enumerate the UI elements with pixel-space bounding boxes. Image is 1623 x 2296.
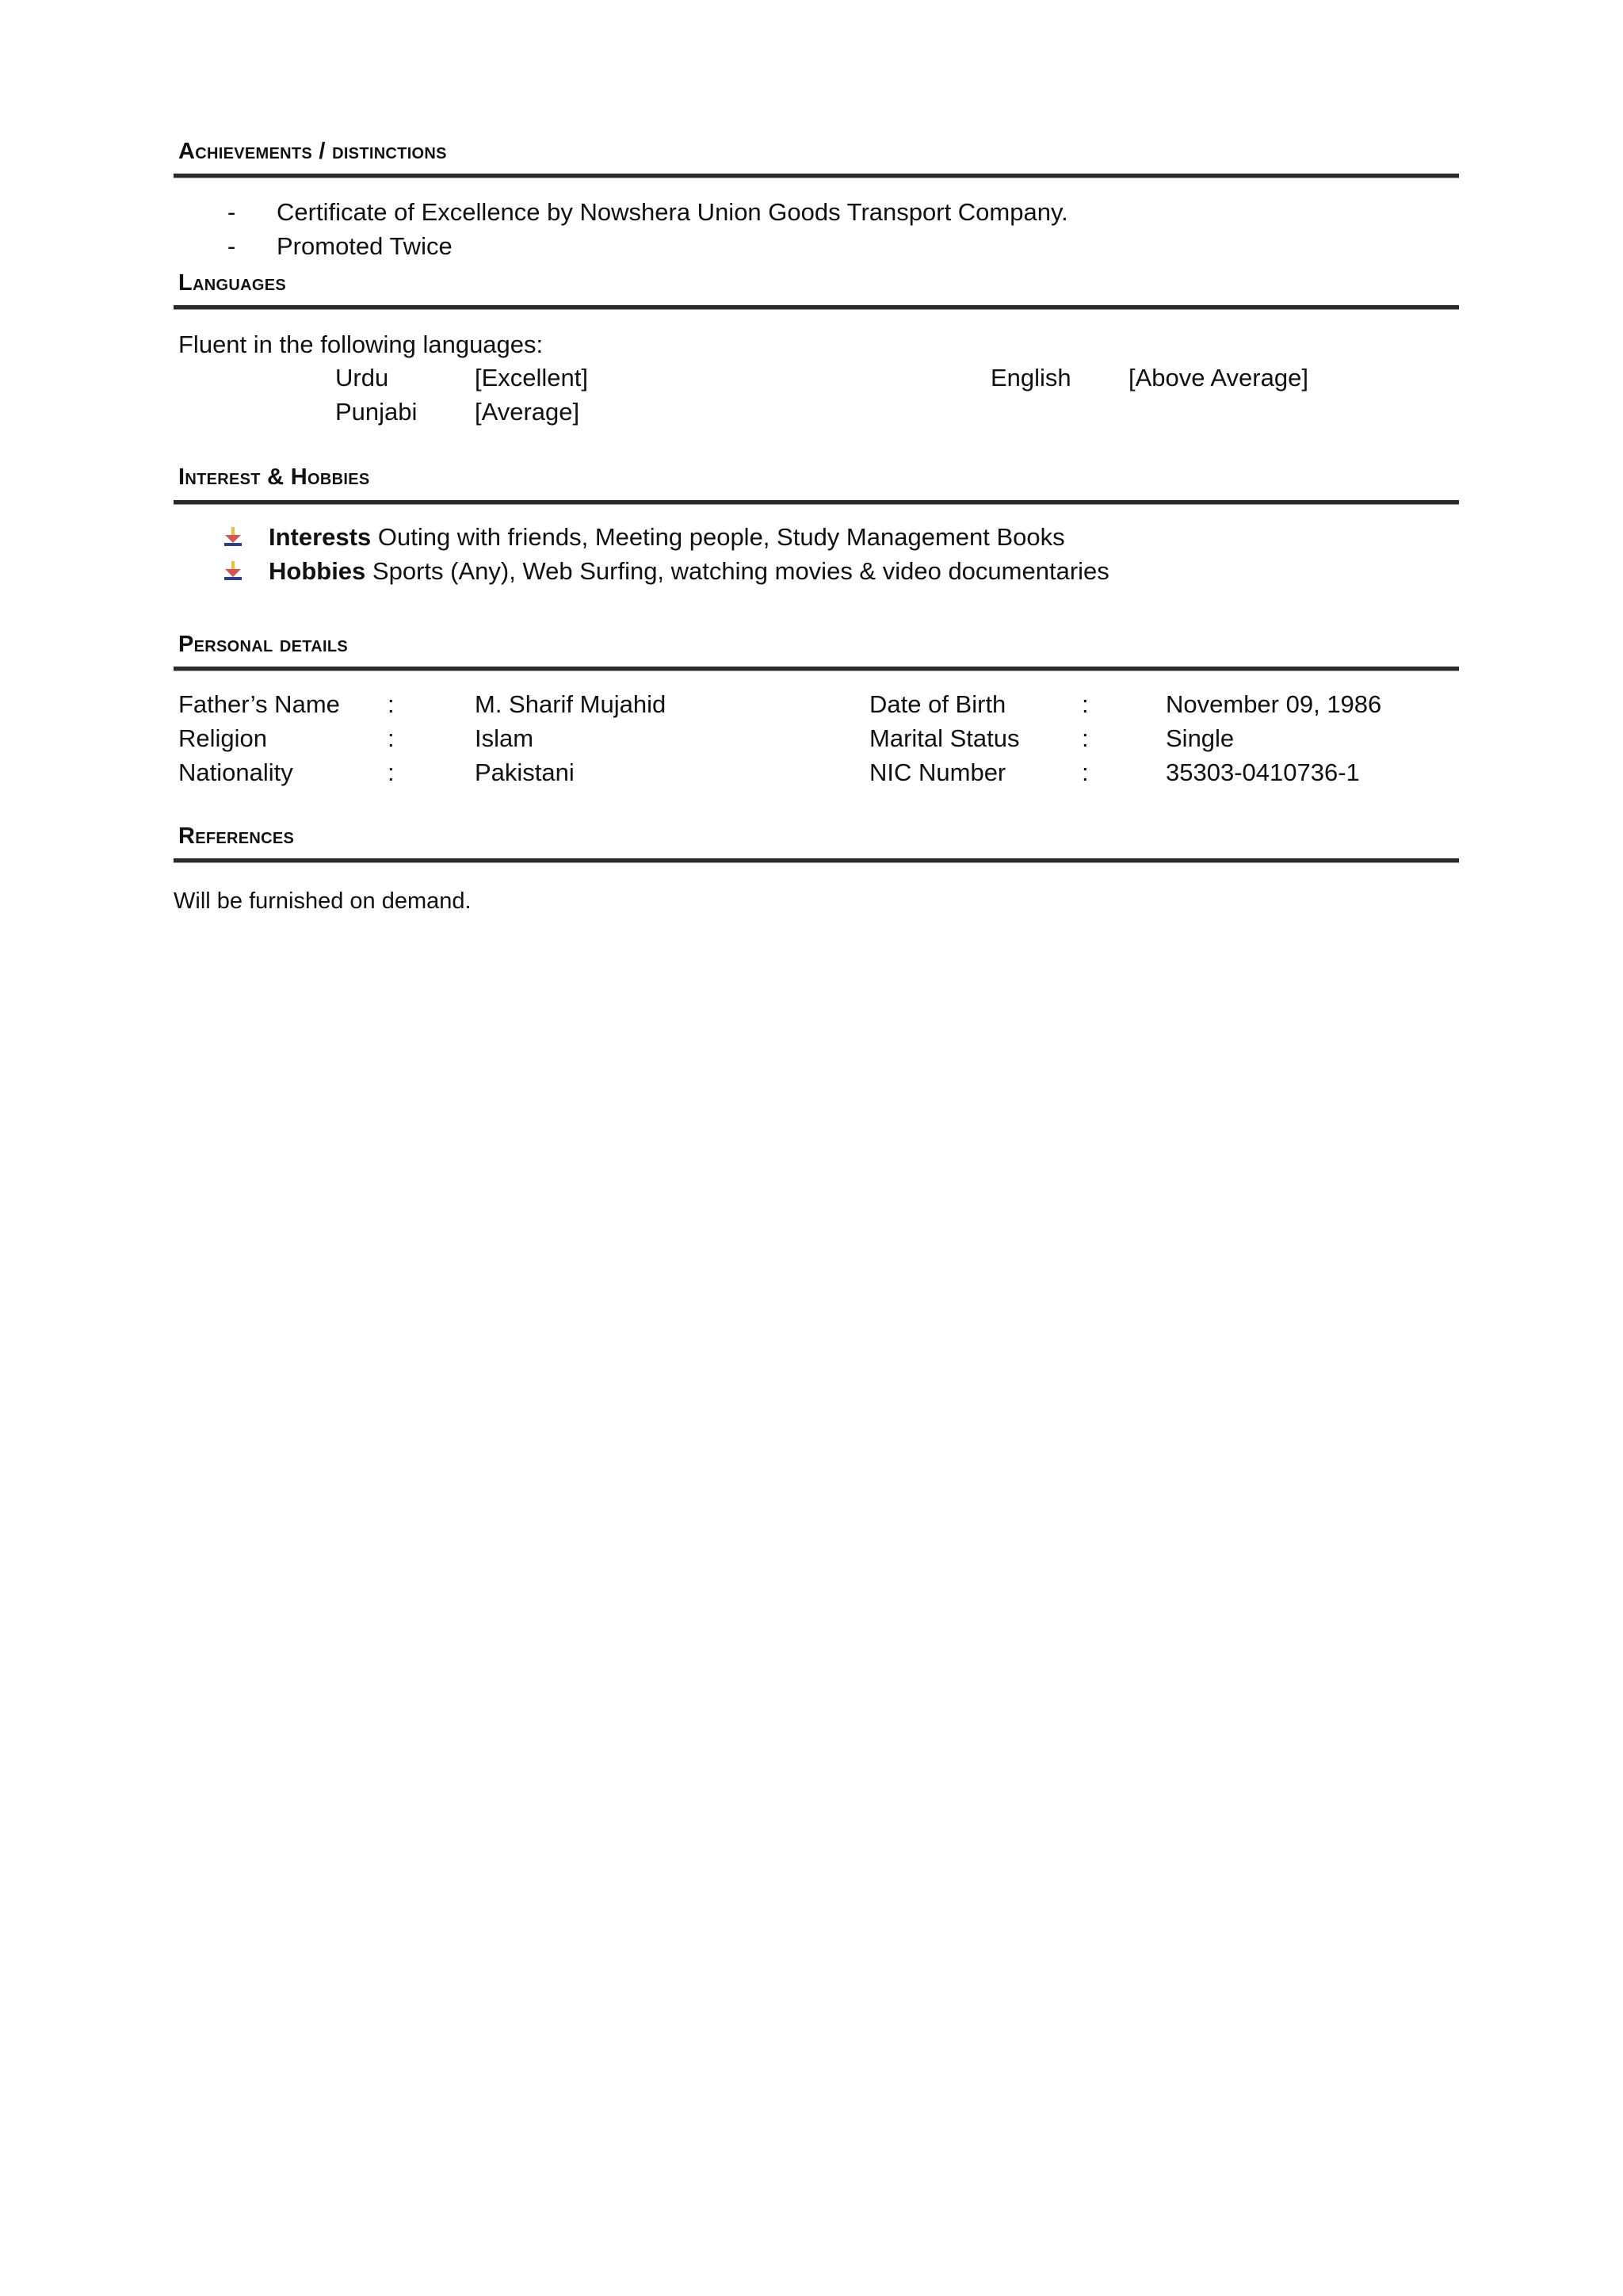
nic-number-value: 35303-0410736-1: [1166, 758, 1360, 786]
language-level-english: [Above Average]: [1128, 364, 1308, 392]
personal-rule: [174, 667, 1459, 671]
language-name-english: English: [991, 364, 1071, 392]
nationality-value: Pakistani: [475, 758, 575, 786]
language-level-urdu: [Excellent]: [475, 364, 589, 392]
list-bullet: -: [227, 198, 236, 226]
languages-intro: Fluent in the following languages:: [178, 330, 544, 358]
arrow-bullet-icon: [222, 525, 244, 548]
fathers-name-value: M. Sharif Mujahid: [475, 690, 666, 718]
list-bullet: -: [227, 232, 236, 260]
languages-rule: [174, 305, 1459, 310]
separator: :: [388, 690, 395, 718]
arrow-bullet-icon: [222, 560, 244, 582]
personal-title: Personal details: [178, 632, 349, 657]
references-rule: [174, 858, 1459, 863]
hobbies-item: [269, 556, 1109, 587]
date-of-birth-value: November 09, 1986: [1166, 690, 1382, 718]
nic-number-label: NIC Number: [869, 758, 1006, 786]
language-name-urdu: Urdu: [335, 364, 389, 392]
interests-label: Interests: [269, 523, 372, 551]
languages-title: Languages: [178, 270, 286, 296]
achievement-item: Certificate of Excellence by Nowshera Union Goods Transport Company.: [277, 198, 1068, 226]
religion-label: Religion: [178, 724, 268, 752]
references-title: References: [178, 823, 295, 849]
interests-item: [269, 521, 1065, 553]
achievements-rule: [174, 174, 1459, 178]
language-level-punjabi: [Average]: [475, 398, 580, 426]
fathers-name-label: Father’s Name: [178, 690, 340, 718]
separator: :: [1082, 690, 1089, 718]
hobbies-label: Hobbies: [269, 557, 366, 585]
language-name-punjabi: Punjabi: [335, 398, 418, 426]
achievement-item: Promoted Twice: [277, 232, 453, 260]
separator: :: [1082, 724, 1089, 752]
interests-rule: [174, 500, 1459, 505]
hobbies-text: Sports (Any), Web Surfing, watching movies & video documentaries: [372, 557, 1109, 585]
religion-value: Islam: [475, 724, 534, 752]
nationality-label: Nationality: [178, 758, 293, 786]
separator: :: [388, 758, 395, 786]
interests-text: Outing with friends, Meeting people, Study Management Books: [377, 523, 1065, 551]
date-of-birth-label: Date of Birth: [869, 690, 1006, 718]
achievements-title: Achievements / distinctions: [178, 139, 447, 164]
marital-status-value: Single: [1166, 724, 1235, 752]
separator: :: [1082, 758, 1089, 786]
marital-status-label: Marital Status: [869, 724, 1020, 752]
interests-title: Interest & Hobbies: [178, 464, 370, 490]
references-text: Will be furnished on demand.: [174, 888, 472, 914]
separator: :: [388, 724, 395, 752]
